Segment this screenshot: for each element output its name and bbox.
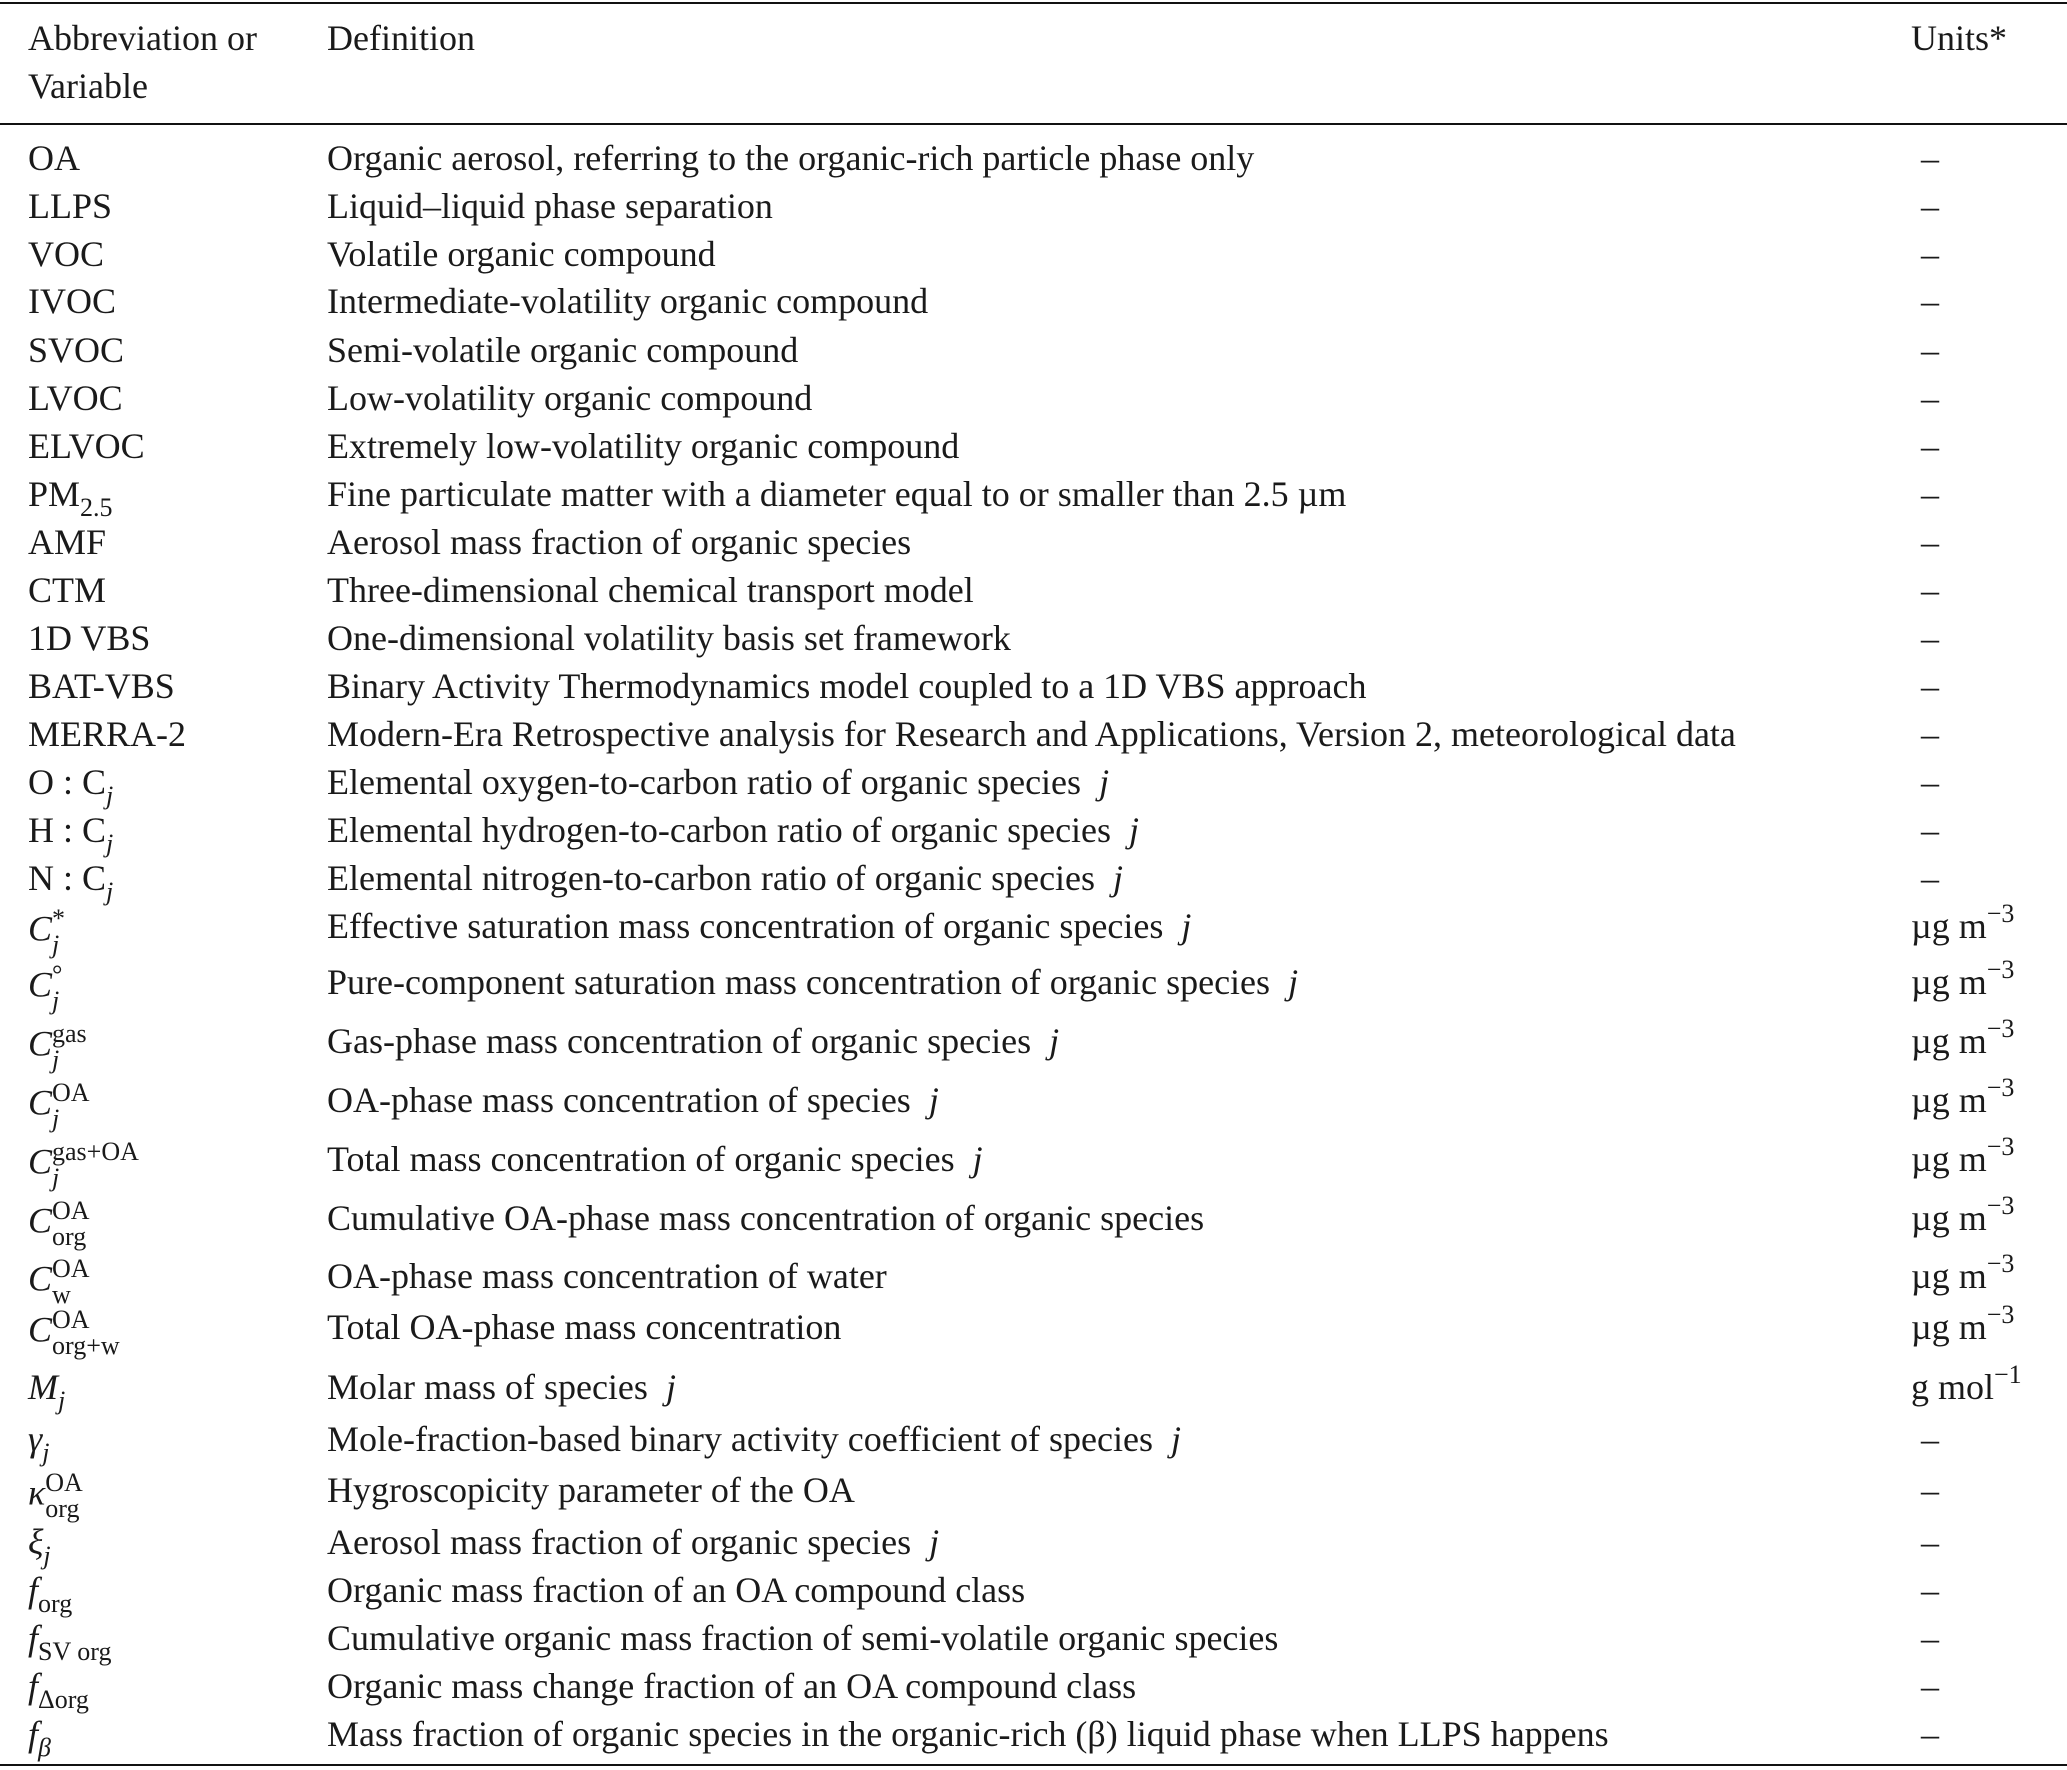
definition-text: One-dimensional volatility basis set framework	[327, 618, 1011, 658]
symbol-superscript: OA	[52, 1254, 90, 1283]
units-text: –	[1921, 570, 1939, 610]
symbol-base: N : C	[28, 858, 107, 898]
symbol-subscript: SV org	[38, 1637, 112, 1666]
units-text: µg m	[1911, 1307, 1987, 1347]
definition-text: Cumulative OA-phase mass concentration of organic species	[327, 1198, 1205, 1238]
units-cell	[1911, 1300, 2015, 1347]
symbol-scripts	[45, 1470, 83, 1522]
symbol-cell	[28, 1198, 90, 1250]
definition-cell	[327, 858, 1123, 898]
symbol-subscript: j	[106, 829, 114, 858]
definition-cell	[327, 570, 974, 610]
units-cell	[1921, 1714, 1939, 1754]
units-text: –	[1921, 810, 1939, 850]
symbol-subscript: j	[52, 986, 60, 1015]
symbol-base: κ	[28, 1472, 46, 1513]
symbol-subscript: org+w	[52, 1331, 120, 1360]
symbol-base: f	[28, 1570, 39, 1610]
definition-text: Mass fraction of organic species in the organic-rich (β) liquid phase when LLPS happens	[327, 1714, 1609, 1754]
symbol-cell	[28, 1570, 73, 1618]
definition-cell	[327, 906, 1191, 946]
symbol-cell	[28, 1522, 51, 1570]
symbol-subscript: β	[38, 1733, 51, 1762]
symbol-superscript: *	[52, 904, 66, 933]
units-cell	[1921, 426, 1939, 466]
symbol-cell	[28, 1419, 50, 1467]
units-text: –	[1921, 474, 1939, 514]
symbol-base: MERRA-2	[28, 714, 187, 754]
definition-cell	[327, 474, 1346, 514]
symbol-cell	[28, 1139, 139, 1191]
units-exponent: −3	[1986, 1132, 2015, 1161]
symbol-superscript: gas+OA	[52, 1137, 139, 1166]
definition-text: Aerosol mass fraction of organic species	[327, 1522, 912, 1562]
symbol-base: SVOC	[28, 330, 125, 370]
symbol-subscript: j	[42, 1438, 50, 1467]
units-cell	[1921, 618, 1939, 658]
symbol-cell	[28, 906, 65, 958]
units-cell	[1921, 666, 1939, 706]
symbol-cell	[28, 810, 114, 858]
definition-cell	[327, 1139, 983, 1179]
header-abbreviation-label: Abbreviation or Variable	[28, 18, 257, 106]
symbol-cell	[28, 426, 145, 466]
definition-text: Total OA-phase mass concentration	[327, 1307, 842, 1347]
definition-text: Total mass concentration of organic species	[327, 1139, 955, 1179]
definition-variable: j	[1113, 858, 1124, 898]
units-exponent: −3	[1986, 955, 2015, 984]
definition-text: Elemental nitrogen-to-carbon ratio of organic species	[327, 858, 1096, 898]
symbol-subscript: j	[52, 1104, 60, 1133]
symbol-cell	[28, 618, 150, 658]
symbol-base: ξ	[28, 1522, 44, 1562]
symbol-subscript: w	[52, 1280, 71, 1309]
symbol-cell	[28, 714, 186, 754]
symbol-base: f	[28, 1714, 39, 1754]
definition-text: Elemental oxygen-to-carbon ratio of organic species	[327, 762, 1082, 802]
units-cell	[1911, 1073, 2015, 1120]
definition-cell	[327, 1367, 676, 1407]
units-text: –	[1921, 1419, 1939, 1459]
definition-cell	[327, 522, 911, 562]
symbol-cell	[28, 962, 62, 1014]
symbol-subscript: j	[52, 1045, 60, 1074]
definition-cell	[327, 1570, 1025, 1610]
table-bottom-rule	[0, 1764, 2067, 1766]
definition-cell	[327, 1470, 855, 1510]
definition-text: Elemental hydrogen-to-carbon ratio of organic species	[327, 810, 1112, 850]
symbol-cell	[28, 666, 175, 706]
definition-cell	[327, 1419, 1181, 1459]
definition-cell	[327, 962, 1298, 1002]
units-text: µg m	[1911, 1198, 1987, 1238]
units-text: –	[1921, 666, 1939, 706]
symbol-subscript: org	[52, 1222, 87, 1251]
symbol-scripts	[52, 1307, 120, 1359]
definition-cell	[327, 1666, 1136, 1706]
units-text: –	[1921, 138, 1939, 178]
symbol-base: C	[28, 1200, 53, 1241]
units-text: –	[1921, 1618, 1939, 1658]
definition-cell	[327, 1618, 1278, 1658]
units-cell	[1911, 955, 2015, 1002]
units-text: –	[1921, 1570, 1939, 1610]
units-text: µg m	[1911, 962, 1987, 1002]
symbol-base: LVOC	[28, 378, 123, 418]
symbol-scripts	[52, 1080, 90, 1132]
definition-text: Organic mass fraction of an OA compound class	[327, 1570, 1026, 1610]
symbol-cell	[28, 378, 123, 418]
definition-text: OA-phase mass concentration of water	[327, 1256, 887, 1296]
symbol-cell	[28, 858, 114, 906]
symbol-cell	[28, 762, 114, 810]
header-definition-label: Definition	[327, 18, 475, 58]
definition-cell	[327, 378, 812, 418]
symbol-base: OA	[28, 138, 80, 178]
definition-variable: j	[1129, 810, 1140, 850]
symbol-subscript: j	[106, 781, 114, 810]
symbol-base: ELVOC	[28, 426, 145, 466]
symbol-base: O : C	[28, 762, 107, 802]
definition-variable: j	[1181, 906, 1192, 946]
units-cell	[1921, 762, 1939, 802]
symbol-base: PM	[28, 474, 81, 514]
symbol-base: CTM	[28, 570, 107, 610]
definition-variable: j	[929, 1522, 940, 1562]
symbol-subscript: Δorg	[38, 1685, 89, 1714]
units-cell	[1911, 1360, 2022, 1407]
definition-text: Hygroscopicity parameter of the OA	[327, 1470, 855, 1510]
symbol-cell	[28, 1666, 89, 1714]
symbol-cell	[28, 1714, 51, 1762]
definition-text: Three-dimensional chemical transport model	[327, 570, 974, 610]
definition-text: Gas-phase mass concentration of organic species	[327, 1021, 1032, 1061]
units-text: –	[1921, 186, 1939, 226]
units-cell	[1911, 1132, 2015, 1179]
units-text: µg m	[1911, 1139, 1987, 1179]
symbol-base: f	[28, 1618, 39, 1658]
units-cell	[1911, 1249, 2015, 1296]
symbol-cell	[28, 1021, 87, 1073]
symbol-subscript: j	[52, 930, 60, 959]
symbol-superscript: gas	[52, 1019, 87, 1048]
symbol-cell	[28, 474, 113, 522]
units-text: –	[1921, 378, 1939, 418]
units-cell	[1921, 1666, 1939, 1706]
definition-cell	[327, 1198, 1204, 1238]
units-text: –	[1921, 714, 1939, 754]
symbol-base: C	[28, 964, 53, 1005]
definition-variable: j	[1171, 1419, 1182, 1459]
symbol-base: C	[28, 1141, 53, 1182]
units-cell	[1921, 1618, 1939, 1658]
units-cell	[1921, 1522, 1939, 1562]
symbol-base: C	[28, 1023, 53, 1064]
symbol-cell	[28, 1307, 120, 1359]
definition-variable: j	[1288, 962, 1299, 1002]
definition-cell	[327, 426, 959, 466]
definition-text: Pure-component saturation mass concentration of organic species	[327, 962, 1271, 1002]
units-cell	[1921, 1570, 1939, 1610]
symbol-base: 1D VBS	[28, 618, 151, 658]
units-cell	[1911, 1191, 2015, 1238]
definition-text: Volatile organic compound	[327, 234, 716, 274]
symbol-cell	[28, 1256, 90, 1308]
units-cell	[1921, 330, 1939, 370]
units-text: µg m	[1911, 1256, 1987, 1296]
units-cell	[1921, 378, 1939, 418]
definition-cell	[327, 281, 928, 321]
definition-cell	[327, 330, 798, 370]
symbol-base: M	[28, 1367, 58, 1407]
symbol-cell	[28, 1080, 90, 1132]
units-text: –	[1921, 762, 1939, 802]
units-cell	[1921, 234, 1939, 274]
units-cell	[1921, 570, 1939, 610]
symbol-cell	[28, 281, 116, 321]
symbol-scripts	[52, 906, 65, 958]
definition-text: Binary Activity Thermodynamics model coupled to a 1D VBS approach	[327, 666, 1367, 706]
symbol-cell	[28, 138, 80, 178]
units-text: –	[1921, 1666, 1939, 1706]
units-text: µg m	[1911, 1080, 1987, 1120]
symbol-cell	[28, 330, 124, 370]
definition-cell	[327, 810, 1139, 850]
definition-cell	[327, 762, 1109, 802]
units-cell	[1921, 281, 1939, 321]
definition-variable: j	[1049, 1021, 1060, 1061]
symbol-cell	[28, 234, 104, 274]
symbol-subscript: org	[38, 1589, 73, 1618]
symbol-base: AMF	[28, 522, 107, 562]
definition-variable: j	[1099, 762, 1110, 802]
units-text: –	[1921, 1470, 1939, 1510]
definition-text: Aerosol mass fraction of organic species	[327, 522, 912, 562]
symbol-subscript: j	[43, 1541, 51, 1570]
symbol-base: C	[28, 1309, 53, 1350]
units-cell	[1911, 1014, 2015, 1061]
definition-text: Semi-volatile organic compound	[327, 330, 799, 370]
symbol-superscript: OA	[45, 1468, 83, 1497]
symbol-base: LLPS	[28, 186, 113, 226]
units-text: µg m	[1911, 906, 1987, 946]
definition-text: Effective saturation mass concentration of organic species	[327, 906, 1164, 946]
definition-text: Cumulative organic mass fraction of semi-volatile organic species	[327, 1618, 1279, 1658]
units-text: –	[1921, 281, 1939, 321]
definition-text: Low-volatility organic compound	[327, 378, 813, 418]
definition-cell	[327, 234, 716, 274]
definition-cell	[327, 618, 1011, 658]
definition-text: Mole-fraction-based binary activity coefficient of species	[327, 1419, 1153, 1459]
definition-cell	[327, 138, 1254, 178]
units-text: –	[1921, 330, 1939, 370]
symbol-base: f	[28, 1666, 39, 1706]
definition-cell	[327, 1714, 1609, 1754]
definition-variable: j	[928, 1080, 939, 1120]
symbol-cell	[28, 1618, 112, 1666]
definition-variable: j	[665, 1367, 676, 1407]
definition-text: Liquid–liquid phase separation	[327, 186, 773, 226]
units-text: –	[1921, 1714, 1939, 1754]
definition-cell	[327, 1522, 939, 1562]
symbol-base: BAT-VBS	[28, 666, 175, 706]
symbol-subscript: j	[106, 877, 114, 906]
units-exponent: −3	[1986, 1191, 2015, 1220]
symbol-subscript: j	[58, 1386, 66, 1415]
definition-text: Organic mass change fraction of an OA compound class	[327, 1666, 1137, 1706]
definition-text: Extremely low-volatility organic compound	[327, 426, 960, 466]
units-text: –	[1921, 858, 1939, 898]
symbol-base: H : C	[28, 810, 107, 850]
definition-cell	[327, 1080, 939, 1120]
units-exponent: −3	[1986, 899, 2015, 928]
units-cell	[1921, 810, 1939, 850]
units-cell	[1921, 522, 1939, 562]
units-exponent: −3	[1986, 1249, 2015, 1278]
definition-cell	[327, 714, 1736, 754]
symbol-scripts	[52, 1256, 90, 1308]
symbol-cell	[28, 1367, 66, 1415]
symbol-subscript: 2.5	[80, 493, 113, 522]
units-cell	[1921, 474, 1939, 514]
units-exponent: −3	[1986, 1300, 2015, 1329]
units-text: g mol	[1911, 1367, 1995, 1407]
definition-text: OA-phase mass concentration of species	[327, 1080, 911, 1120]
symbol-base: C	[28, 1258, 53, 1299]
symbol-superscript: OA	[52, 1078, 90, 1107]
symbol-scripts	[52, 1021, 87, 1073]
symbol-base: C	[28, 1082, 53, 1123]
symbol-scripts	[52, 1198, 90, 1250]
symbol-cell	[28, 1470, 83, 1522]
header-units-label: Units*	[1911, 18, 2008, 58]
symbol-cell	[28, 522, 106, 562]
symbol-subscript: org	[45, 1494, 80, 1523]
units-cell	[1921, 138, 1939, 178]
symbol-base: VOC	[28, 234, 105, 274]
symbol-superscript: °	[52, 960, 63, 989]
symbol-cell	[28, 570, 106, 610]
definition-cell	[327, 186, 773, 226]
units-text: –	[1921, 1522, 1939, 1562]
definition-text: Intermediate-volatility organic compound	[327, 281, 929, 321]
symbol-scripts	[52, 962, 62, 1014]
units-cell	[1911, 899, 2015, 946]
symbol-base: γ	[28, 1419, 43, 1459]
symbol-scripts	[52, 1139, 139, 1191]
units-cell	[1921, 1419, 1939, 1459]
symbol-superscript: OA	[52, 1196, 90, 1225]
definition-text: Fine particulate matter with a diameter equal to or smaller than 2.5 µm	[327, 474, 1347, 514]
definition-text: Modern-Era Retrospective analysis for Research and Applications, Version 2, meteorological data	[327, 714, 1736, 754]
symbol-base: C	[28, 908, 53, 949]
units-cell	[1921, 714, 1939, 754]
units-exponent: −3	[1986, 1073, 2015, 1102]
units-text: –	[1921, 618, 1939, 658]
units-cell	[1921, 1470, 1939, 1510]
units-text: –	[1921, 522, 1939, 562]
definition-variable: j	[972, 1139, 983, 1179]
units-exponent: −1	[1994, 1360, 2022, 1389]
symbol-cell	[28, 186, 112, 226]
definition-cell	[327, 1021, 1059, 1061]
symbol-subscript: j	[52, 1163, 60, 1192]
units-cell	[1921, 858, 1939, 898]
units-exponent: −3	[1986, 1014, 2015, 1043]
units-text: –	[1921, 234, 1939, 274]
definition-cell	[327, 1307, 841, 1347]
symbol-base: IVOC	[28, 281, 116, 321]
definition-cell	[327, 666, 1366, 706]
symbol-superscript: OA	[52, 1305, 90, 1334]
units-text: –	[1921, 426, 1939, 466]
units-text: µg m	[1911, 1021, 1987, 1061]
units-cell	[1921, 186, 1939, 226]
definition-text: Organic aerosol, referring to the organic-rich particle phase only	[327, 138, 1255, 178]
definition-cell	[327, 1256, 887, 1296]
definition-text: Molar mass of species	[327, 1367, 648, 1407]
